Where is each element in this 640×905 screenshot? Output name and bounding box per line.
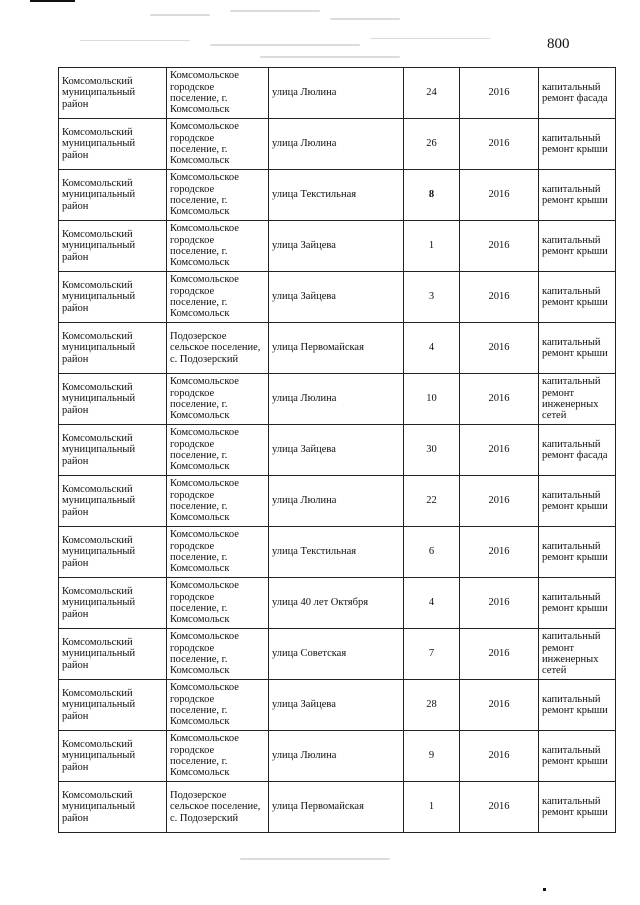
table-row <box>59 782 616 833</box>
top-rule <box>30 0 75 2</box>
settlement-cell: Комсомольское городское поселение, г. Комсомольск <box>167 629 269 680</box>
house-number-cell: 9 <box>404 731 460 782</box>
district-cell: Комсомольский муниципальный район <box>59 476 167 527</box>
year-cell: 2016 <box>460 578 539 629</box>
table-row <box>59 476 616 527</box>
housing-repair-table <box>58 67 616 833</box>
table-row <box>59 731 616 782</box>
table-row <box>59 680 616 731</box>
repair-type-cell: капитальный ремонт инженерных сетей <box>539 374 616 425</box>
settlement-cell: Комсомольское городское поселение, г. Комсомольск <box>167 527 269 578</box>
house-number-cell: 8 <box>404 170 460 221</box>
settlement-cell: Комсомольское городское поселение, г. Комсомольск <box>167 170 269 221</box>
district-cell: Комсомольский муниципальный район <box>59 782 167 833</box>
district-cell: Комсомольский муниципальный район <box>59 527 167 578</box>
house-number-cell: 28 <box>404 680 460 731</box>
house-number-cell: 1 <box>404 221 460 272</box>
settlement-cell: Комсомольское городское поселение, г. Комсомольск <box>167 272 269 323</box>
settlement-cell: Комсомольское городское поселение, г. Комсомольск <box>167 680 269 731</box>
repair-type-cell: капитальный ремонт крыши <box>539 782 616 833</box>
house-number-cell: 6 <box>404 527 460 578</box>
street-cell: улица Текстильная <box>269 527 404 578</box>
street-cell: улица Зайцева <box>269 221 404 272</box>
street-cell: улица Первомайская <box>269 782 404 833</box>
year-cell: 2016 <box>460 68 539 119</box>
settlement-cell: Комсомольское городское поселение, г. Комсомольск <box>167 476 269 527</box>
repair-type-cell: капитальный ремонт крыши <box>539 680 616 731</box>
street-cell: улица Люлина <box>269 374 404 425</box>
street-cell: улица Первомайская <box>269 323 404 374</box>
year-cell: 2016 <box>460 527 539 578</box>
year-cell: 2016 <box>460 272 539 323</box>
repair-type-cell: капитальный ремонт инженерных сетей <box>539 629 616 680</box>
year-cell: 2016 <box>460 476 539 527</box>
district-cell: Комсомольский муниципальный район <box>59 221 167 272</box>
repair-type-cell: капитальный ремонт фасада <box>539 425 616 476</box>
street-cell: улица Зайцева <box>269 425 404 476</box>
table-row <box>59 374 616 425</box>
street-cell: улица Советская <box>269 629 404 680</box>
repair-type-cell: капитальный ремонт крыши <box>539 731 616 782</box>
repair-type-cell: капитальный ремонт фасада <box>539 68 616 119</box>
repair-type-cell: капитальный ремонт крыши <box>539 323 616 374</box>
table-row <box>59 425 616 476</box>
year-cell: 2016 <box>460 323 539 374</box>
settlement-cell: Комсомольское городское поселение, г. Комсомольск <box>167 68 269 119</box>
settlement-cell: Комсомольское городское поселение, г. Комсомольск <box>167 425 269 476</box>
year-cell: 2016 <box>460 170 539 221</box>
table-row <box>59 578 616 629</box>
house-number-cell: 24 <box>404 68 460 119</box>
house-number-cell: 1 <box>404 782 460 833</box>
house-number-cell: 30 <box>404 425 460 476</box>
settlement-cell: Комсомольское городское поселение, г. Комсомольск <box>167 578 269 629</box>
table-row <box>59 272 616 323</box>
repair-type-cell: капитальный ремонт крыши <box>539 119 616 170</box>
district-cell: Комсомольский муниципальный район <box>59 119 167 170</box>
house-number-cell: 22 <box>404 476 460 527</box>
year-cell: 2016 <box>460 731 539 782</box>
settlement-cell: Подозерское сельское поселение, с. Подозерский <box>167 782 269 833</box>
district-cell: Комсомольский муниципальный район <box>59 68 167 119</box>
year-cell: 2016 <box>460 374 539 425</box>
table-row <box>59 68 616 119</box>
year-cell: 2016 <box>460 782 539 833</box>
house-number-cell: 4 <box>404 323 460 374</box>
year-cell: 2016 <box>460 680 539 731</box>
street-cell: улица Люлина <box>269 119 404 170</box>
year-cell: 2016 <box>460 221 539 272</box>
repair-type-cell: капитальный ремонт крыши <box>539 170 616 221</box>
street-cell: улица Зайцева <box>269 680 404 731</box>
district-cell: Комсомольский муниципальный район <box>59 323 167 374</box>
year-cell: 2016 <box>460 425 539 476</box>
house-number-cell: 10 <box>404 374 460 425</box>
house-number-cell: 4 <box>404 578 460 629</box>
table-row <box>59 119 616 170</box>
street-cell: улица Люлина <box>269 731 404 782</box>
settlement-cell: Комсомольское городское поселение, г. Комсомольск <box>167 119 269 170</box>
repair-type-cell: капитальный ремонт крыши <box>539 527 616 578</box>
district-cell: Комсомольский муниципальный район <box>59 425 167 476</box>
repair-type-cell: капитальный ремонт крыши <box>539 476 616 527</box>
street-cell: улица Люлина <box>269 476 404 527</box>
district-cell: Комсомольский муниципальный район <box>59 731 167 782</box>
street-cell: улица 40 лет Октября <box>269 578 404 629</box>
table-row <box>59 221 616 272</box>
district-cell: Комсомольский муниципальный район <box>59 680 167 731</box>
settlement-cell: Подозерское сельское поселение, с. Подозерский <box>167 323 269 374</box>
table-row <box>59 527 616 578</box>
street-cell: улица Зайцева <box>269 272 404 323</box>
repair-type-cell: капитальный ремонт крыши <box>539 578 616 629</box>
district-cell: Комсомольский муниципальный район <box>59 170 167 221</box>
repair-type-cell: капитальный ремонт крыши <box>539 272 616 323</box>
settlement-cell: Комсомольское городское поселение, г. Комсомольск <box>167 221 269 272</box>
district-cell: Комсомольский муниципальный район <box>59 578 167 629</box>
street-cell: улица Люлина <box>269 68 404 119</box>
street-cell: улица Текстильная <box>269 170 404 221</box>
district-cell: Комсомольский муниципальный район <box>59 272 167 323</box>
year-cell: 2016 <box>460 629 539 680</box>
table-row <box>59 323 616 374</box>
district-cell: Комсомольский муниципальный район <box>59 374 167 425</box>
table-row <box>59 170 616 221</box>
repair-type-cell: капитальный ремонт крыши <box>539 221 616 272</box>
table-row <box>59 629 616 680</box>
house-number-cell: 3 <box>404 272 460 323</box>
district-cell: Комсомольский муниципальный район <box>59 629 167 680</box>
house-number-cell: 26 <box>404 119 460 170</box>
settlement-cell: Комсомольское городское поселение, г. Комсомольск <box>167 731 269 782</box>
scan-speck <box>543 888 546 891</box>
settlement-cell: Комсомольское городское поселение, г. Комсомольск <box>167 374 269 425</box>
page-number: 800 <box>547 36 570 52</box>
house-number-cell: 7 <box>404 629 460 680</box>
year-cell: 2016 <box>460 119 539 170</box>
